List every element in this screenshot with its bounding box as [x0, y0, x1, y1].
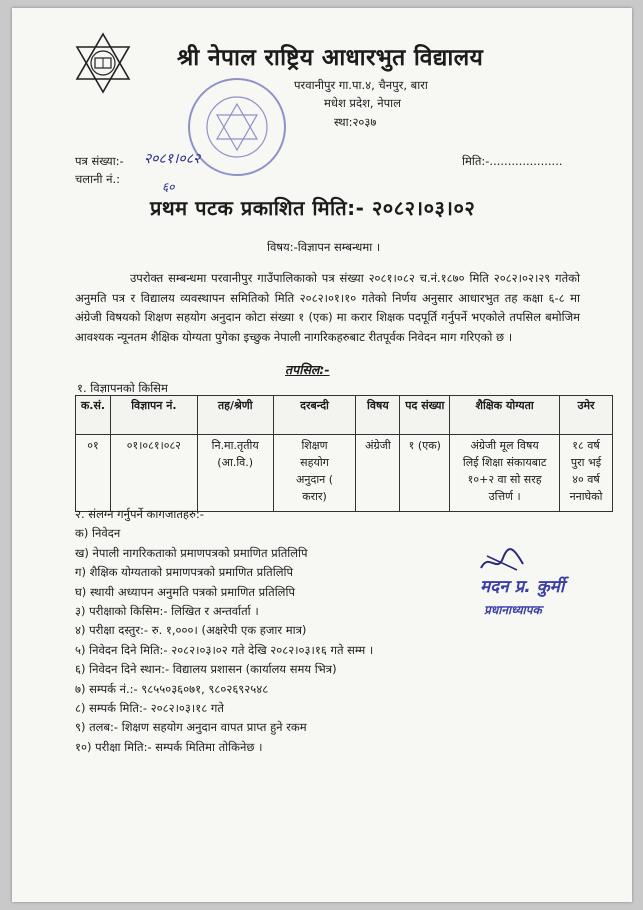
- table-header: उमेर: [559, 396, 612, 435]
- table-header: दरबन्दी: [273, 396, 356, 435]
- cell-line: अंग्रेजी मूल विषय: [470, 439, 539, 452]
- table-cell: ०१: [76, 435, 111, 512]
- vacancy-table: [75, 395, 613, 512]
- table-cell: [273, 435, 356, 512]
- list-item: ख) नेपाली नागरिकताको प्रमाणपत्रको प्रमाणित प्रतिलिपि: [75, 545, 308, 560]
- cell-line: शिक्षण: [301, 439, 328, 452]
- cell-line: नि.मा.तृतीय: [211, 439, 259, 452]
- table-header: विषय: [356, 396, 400, 435]
- table-cell: अंग्रेजी: [356, 435, 400, 512]
- publication-date-title: प्रथम पटक प्रकाशित मिति:- २०८२।०३।०२: [150, 196, 476, 220]
- subject-line: विषय:-विज्ञापन सम्बन्धमा ।: [267, 240, 381, 254]
- document-page: [12, 8, 632, 902]
- list-item: ३) परीक्षाको किसिम:- लिखित र अन्तर्वार्ता ।: [75, 604, 259, 619]
- established-year: स्था:२०३७: [334, 115, 377, 129]
- address-line: परवानीपुर गा.पा.४, चैनपुर, बारा: [294, 78, 428, 92]
- ref-number-label: पत्र संख्या:-: [75, 154, 124, 168]
- table-header: तह/श्रेणी: [197, 396, 273, 435]
- table-cell: [559, 435, 612, 512]
- cell-line: ४० वर्ष: [572, 473, 600, 486]
- table-cell: १ (एक): [400, 435, 450, 512]
- table-header: शैक्षिक योग्यता: [450, 396, 560, 435]
- school-name: श्री नेपाल राष्ट्रिय आधारभुत विद्यालय: [177, 45, 484, 71]
- section-title: १. विज्ञापनको किसिम: [77, 381, 168, 395]
- body-paragraph: उपरोक्त सम्बन्धमा परवानीपुर गाउँपालिकाको पत्र संख्या २०८१।०८२ च.नं.१८७० मिति २०८२।०२।२९ गतेको अनुमति पत्र र विद्यालय व्यवस्थापन समितिको मिति २०८२।०१।१० गतेको निर्णय अनुसार आधारभुत तह कक्षा ६-८ मा अंग्रेजी विषयको शिक्षण सहयोग अनुदान कोटा संख्या १ (एक) मा करार शिक्षक पदपूर्ति गर्नुपर्ने भएकोले तपसिल बमोजिम आवश्यक न्यूनतम शैक्षिक योग्यता पुगेका इच्छुक नेपाली नागरिकहरुबाट रीतपूर्वक निवेदन माग गरिएको छ ।: [75, 271, 580, 344]
- cell-line: १०+२ वा सो सरह: [467, 473, 542, 486]
- table-row: [76, 435, 613, 512]
- list-item: २. संलग्न गर्नुपर्ने कागजातहरु:-: [75, 507, 204, 521]
- cell-line: अनुदान (: [295, 473, 334, 486]
- signature-icon: [477, 548, 527, 576]
- signatory-title: प्रधानाध्यापक: [484, 603, 542, 617]
- list-item: ७) सम्पर्क नं.:- ९८५५०३६०७१, ९८०२६९२५४८: [75, 681, 269, 696]
- table-cell: ०१।०८१।०८२: [110, 435, 197, 512]
- table-cell: [450, 435, 560, 512]
- cell-line: (आ.वि.): [217, 456, 254, 469]
- list-item: क) निवेदन: [75, 526, 121, 541]
- table-header: पद संख्या: [400, 396, 450, 435]
- cell-line: ननाघेको: [569, 490, 603, 503]
- details-heading: तपसिल:-: [285, 362, 330, 377]
- signatory-name: मदन प्र. कुर्मी: [480, 577, 565, 597]
- cell-line: सहयोग: [300, 456, 329, 469]
- list-item: घ) स्थायी अध्यापन अनुमति पत्रको प्रमाणित प्रतिलिपि: [75, 584, 295, 599]
- ref-number-value: २०८१।०८२: [144, 151, 201, 167]
- list-item: ६) निवेदन दिने स्थान:- विद्यालय प्रशासन (कार्यालय समय भित्र): [75, 662, 337, 677]
- dispatch-number-value: ६०: [162, 180, 175, 194]
- cell-line: पुरा भई: [570, 456, 602, 469]
- table-header: क.सं.: [76, 396, 111, 435]
- table-header: विज्ञापन नं.: [110, 396, 197, 435]
- list-item: ४) परीक्षा दस्तुर:- रु. १,०००। (अक्षरेपी एक हजार मात्र): [75, 623, 307, 638]
- requirements-list: [75, 505, 373, 757]
- table-cell: [197, 435, 273, 512]
- cell-line: १८ वर्ष: [572, 439, 600, 452]
- school-logo-icon: [72, 32, 134, 94]
- cell-line: उत्तिर्ण ।: [488, 490, 521, 503]
- table-header-row: [76, 396, 613, 435]
- list-item: ५) निवेदन दिने मिति:- २०८२।०३।०२ गते देखि २०८२।०३।१६ गते सम्म ।: [75, 642, 374, 657]
- list-item: १०) परीक्षा मिति:- सम्पर्क मितिमा तोकिनेछ ।: [75, 739, 263, 754]
- list-item: ९) तलब:- शिक्षण सहयोग अनुदान वापत प्राप्त हुने रकम: [75, 720, 307, 735]
- cell-line: करार): [302, 490, 327, 503]
- address-line: मधेश प्रदेश, नेपाल: [324, 96, 401, 110]
- date-label: मिति:-....................: [462, 154, 563, 168]
- dispatch-number-label: चलानी नं.:: [75, 172, 121, 186]
- list-item: ग) शैक्षिक योग्यताको प्रमाणपत्रको प्रमाणित प्रतिलिपि: [75, 565, 294, 580]
- cell-line: लिई शिक्षा संकायबाट: [462, 456, 547, 469]
- list-item: ८) सम्पर्क मिति:- २०८२।०३।१८ गते: [75, 701, 224, 716]
